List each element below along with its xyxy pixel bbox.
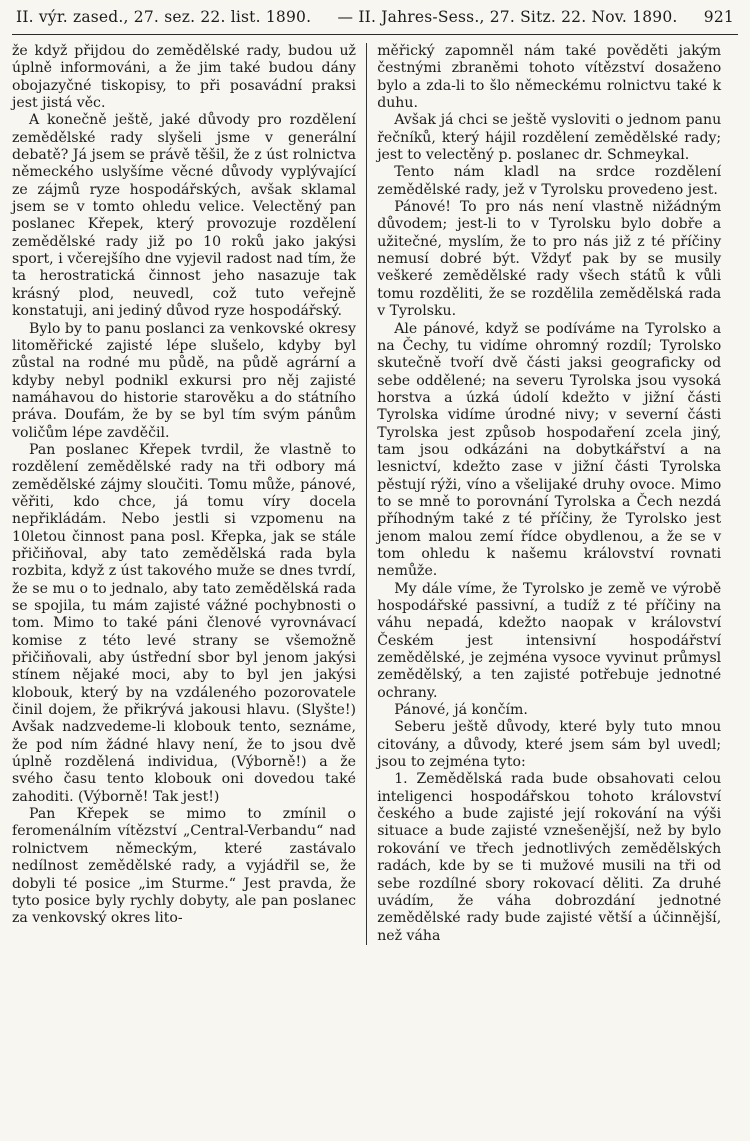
paragraph: A konečně ještě, jaké důvody pro rozdělení zemědělské rady slyšeli jsme v generální debatě? Já jsem se právě těšil, že z úst rolnictva německého uslyšíme věcné důvody vyplývající ze zájmů ryze hospodářských, avšak sklamal jsem se v tomto ohledu velice. Velectěný pan poslanec Křepek, který provozuje rozdělení zemědělské rady již po 10 roků jako jakýsi sport, i včerejšího dne vyjevil radost nad tím, že ta herostratická činnost jeho nasazuje tak krásný plod, neuvedl, což tuto veřejně konstatuji, ani jediný důvod ryze hospodářský.: [12, 112, 356, 320]
paragraph: Avšak já chci se ještě vysloviti o jednom panu řečníků, který hájil rozdělení zemědělské rady; jest to velectěný p. poslanec dr. Schmeykal.: [377, 112, 722, 164]
paragraph: že když přijdou do zemědělské rady, budou už úplně informováni, a že jim také budou dány obojazyčné tiskopisy, to při posavádní praksi jest jistá věc.: [12, 43, 356, 112]
header-german-session: — II. Jahres-Sess., 27. Sitz. 22. Nov. 1890.: [337, 8, 678, 26]
page-number: 921: [703, 8, 734, 26]
column-divider: [366, 43, 367, 945]
left-column: [12, 43, 362, 945]
paragraph: Tento nám kladl na srdce rozdělení zemědělské rady, jež v Tyrolsku provedeno jest.: [377, 164, 722, 198]
paragraph: Ale pánové, když se podíváme na Tyrolsko a na Čechy, tu vidíme ohromný rozdíl; Tyrolsko skutečně tvoří dvě části jaksi geograficky od sebe oddělené; na severu Tyrolska jsou vysoká horstva a úzká údolí kdežto v jižní části Tyrolska vidíme úrodné nivy; v severní části Tyrolska jest způsob hospodaření zcela jiný, tam jsou odkázáni na dobytkářství a na lesnictví, kdežto zase v jižní části Tyrolska pěstují rýži, víno a všelijaké druhy ovoce. Mimo to se mně to porovnání Tyrolska a Čech nezdá příhodným také z té příčiny, že Tyrolsko jest jenom malou zemí řídce obydlenou, a že se v tom ohledu k našemu království rovnati nemůže.: [377, 320, 722, 580]
paragraph: Pánové! To pro nás není vlastně nižádným důvodem; jest-li to v Tyrolsku bylo dobře a užitečné, myslím, že to pro nás již z té příčiny nemusí dobré být. Vždyť pak by se musily veškeré zemědělské rady všech států k vůli tomu rozděliti, že se rozdělila zemědělská rada v Tyrolsku.: [377, 199, 722, 320]
page-header: [12, 8, 738, 35]
paragraph: Pánové, já končím.: [394, 702, 528, 719]
right-column: [371, 43, 721, 945]
paragraph: My dále víme, že Tyrolsko je země ve výrobě hospodářské passivní, a tudíž z té příčiny na váhu nepadá, kdežto naopak v království Českém jest intensivní hospodářství zemědělské, je zejména vysoce vyvinut průmysl zemědělský, a ten zajisté potřebuje jednotné ochrany.: [377, 580, 722, 701]
paragraph: Seberu ještě důvody, které byly tuto mnou citovány, a důvody, které jsem sám byl uvedl; jsou to zejména tyto:: [377, 719, 722, 771]
paragraph: Pan poslanec Křepek tvrdil, že vlastně to rozdělení zemědělské rady na tři odbory má zemědělské zájmy sloučiti. Tomu může, pánové, věřiti, kdo chce, já tomu víry docela nepřikládám. Nebo jestli si vzpomenu na 10letou činnost pana posl. Křepka, jak se stále přičiňoval, aby tato zemědělská rada byla rozbita, když z úst takového muže se dnes tvrdí, že se mu o to jednalo, aby tato zemědělská rada se spojila, tu mám zajisté vážné pochybnosti o tom. Mimo to také páni členové vyrovnávací komise z této levé strany se všemožně přičiňovali, aby ústřední sbor byl jenom jakýsi stínem nějaké moci, aby to byl jen jakýsi klobouk, který by na vzdáleného pozorovatele činil dojem, že přikrývá jakousi hlavu. (Slyšte!) Avšak nadzvedeme-li klobouk tento, seznáme, že pod ním žádné hlavy není, že to jsou dvě úplně rozdělená individua, (Výborně!) a že svého času tento klobouk oni dovedou také zahoditi. (Výborně! Tak jest!): [12, 441, 356, 805]
text-columns: [12, 43, 738, 945]
paragraph: Bylo by to panu poslanci za venkovské okresy litoměřické zajisté lépe slušelo, kdyby byl zůstal na rodné mu půdě, na půdě agrární a kdyby nebyl podnikl exkursi pro něj zajisté namáhavou do historie starověku a do státního práva. Doufám, že by se byl tím svým pánům voličům lépe zavděčil.: [12, 320, 356, 441]
header-czech-session: II. výr. zased., 27. sez. 22. list. 1890.: [16, 8, 312, 26]
paragraph: 1. Zemědělská rada bude obsahovati celou inteligenci hospodářskou tohoto království českého a bude zajisté její rokování na výši situace a bude zajisté vznešenější, než by bylo rokování ve třech jednotlivých zemědělských radách, kde by se ti mužové musili na tři od sebe rozdílné sbory rokovací děliti. Za druhé uvádím, že váha dobrozdání jednotné zemědělské rady bude zajisté větší a účinnější, než váha: [377, 771, 722, 944]
paragraph: měřický zapomněl nám také pověděti jakým čestnými zbraněmi tohoto vítězství dosaženo bylo a zda-li to šlo německému rolnictvu také k duhu.: [377, 43, 722, 112]
paragraph: Pan Křepek se mimo to zmínil o feromenálním vítězství „Central-Verbandu“ nad rolnictvem německým, které zastávalo nedílnost zemědělské rady, a vyjádřil se, že dobyli té posice „im Sturme.“ Jest pravda, že tyto posice byly rychly dobyty, ale pan poslanec za venkovský okres lito-: [12, 806, 356, 927]
